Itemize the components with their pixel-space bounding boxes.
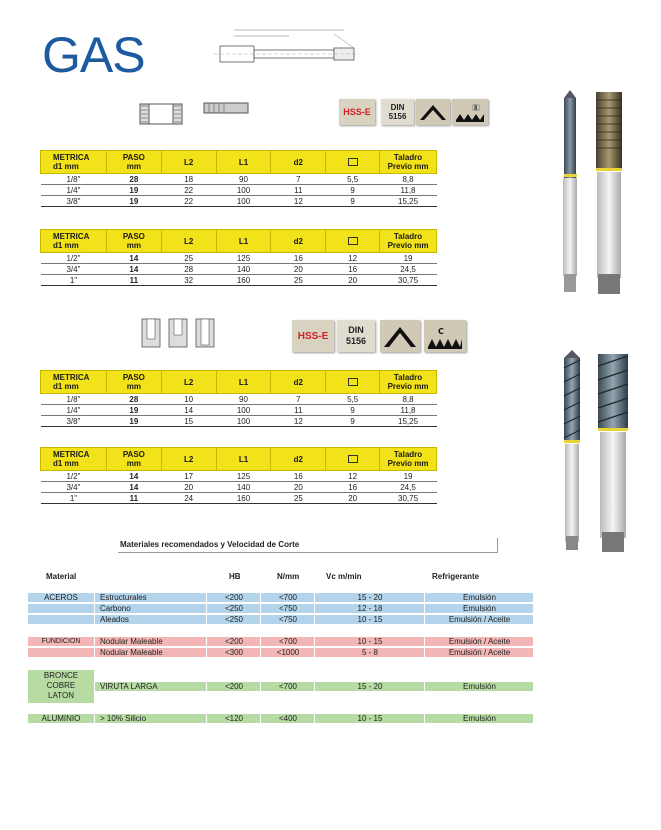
page-title: GAS	[42, 27, 145, 83]
row-desc: Nodular Maleable	[100, 637, 163, 646]
cell-square: 9	[326, 196, 380, 207]
chamfer-form-icon	[424, 320, 466, 352]
row-desc: Estructurales	[100, 593, 147, 602]
header-l1: L1	[216, 371, 271, 394]
material-laton: LATON	[48, 691, 74, 700]
row-desc: Nodular Maleable	[100, 648, 163, 657]
row-desc: VIRUTA LARGA	[100, 682, 158, 691]
material-fundicion: FUNDICION	[41, 638, 81, 645]
row-hb: <250	[224, 615, 244, 624]
row-nmm: <1000	[276, 648, 300, 657]
row-vc: 10 - 15	[357, 714, 383, 723]
cell-square: 5,5	[326, 174, 380, 185]
header-l1: L1	[216, 448, 271, 471]
header-paso: PASO	[122, 373, 145, 382]
cell-d2: 11	[271, 185, 326, 196]
header-taladro: Taladro	[393, 450, 423, 459]
cell-size: 1/2"	[41, 253, 107, 264]
hss-e-badge	[292, 320, 334, 352]
row-vc: 10 - 15	[357, 615, 383, 624]
table-row	[41, 394, 437, 405]
column-separator	[206, 590, 207, 726]
cell-paso: 14	[106, 253, 161, 264]
spec-table-2b	[40, 447, 437, 504]
header-previo: Previo mm	[387, 459, 429, 468]
cell-square: 9	[326, 416, 380, 427]
cell-size: 1/4"	[41, 405, 107, 416]
row-vc: 5 - 8	[361, 648, 378, 657]
header-paso: PASO	[122, 153, 145, 162]
row-desc: Aleados	[100, 615, 129, 624]
header-metrica: METRICA	[53, 373, 90, 382]
row-vc: 12 - 18	[357, 604, 383, 613]
thread-angle-icon	[380, 320, 420, 352]
cell-l2: 25	[161, 253, 216, 264]
table-row	[41, 416, 437, 427]
row-hb: <300	[224, 648, 244, 657]
din-label: DIN	[348, 325, 364, 335]
material-bronce: BRONCE	[43, 671, 79, 680]
spec-table-1b	[40, 229, 437, 286]
row-hb: <200	[224, 637, 244, 646]
cell-l1: 100	[216, 416, 271, 427]
table-row	[41, 264, 437, 275]
cell-d2: 12	[271, 196, 326, 207]
header-d2: d2	[271, 230, 326, 253]
header-paso-unit: mm	[126, 459, 141, 468]
cell-size: 1/8"	[41, 174, 107, 185]
cell-square: 12	[326, 253, 380, 264]
cell-square: 20	[326, 275, 380, 286]
material-cobre: COBRE	[46, 681, 76, 690]
square-icon	[348, 158, 358, 166]
header-d1: d1 mm	[53, 459, 79, 468]
hss-e-label: HSS-E	[297, 330, 329, 342]
cell-paso: 11	[106, 493, 161, 504]
cell-taladro: 8,8	[380, 394, 437, 405]
table-row	[41, 253, 437, 264]
row-refrigerante: Emulsión	[463, 604, 496, 613]
header-paso-unit: mm	[126, 162, 141, 171]
column-separator	[94, 590, 95, 726]
cell-paso: 28	[106, 174, 161, 185]
spiral-flute-taps-photo	[558, 348, 638, 556]
table-row	[41, 275, 437, 286]
header-metrica: METRICA	[53, 153, 90, 162]
heading-underline	[118, 552, 498, 553]
cell-l1: 125	[216, 471, 271, 482]
cell-l2: 32	[161, 275, 216, 286]
cell-d2: 25	[271, 493, 326, 504]
cell-taladro: 30,75	[380, 493, 437, 504]
spec-table-1a	[40, 150, 437, 207]
cell-taladro: 19	[380, 471, 437, 482]
cell-size: 1/4"	[41, 185, 107, 196]
header-d1: d1 mm	[53, 162, 79, 171]
cell-size: 3/4"	[41, 482, 107, 493]
materials-heading: Materiales recomendados y Velocidad de Corte	[120, 540, 300, 549]
cell-l2: 18	[161, 174, 216, 185]
cell-square: 12	[326, 471, 380, 482]
table-row	[41, 405, 437, 416]
row-refrigerante: Emulsión	[463, 682, 496, 691]
straight-flute-taps-photo	[556, 88, 636, 300]
cell-l1: 90	[216, 174, 271, 185]
tap-dimension-drawing	[214, 22, 359, 72]
profile-letter: C	[438, 327, 444, 336]
header-d1: d1 mm	[53, 241, 79, 250]
cell-l2: 20	[161, 482, 216, 493]
cell-paso: 11	[106, 275, 161, 286]
row-nmm: <750	[278, 604, 298, 613]
heading-divider	[497, 538, 498, 553]
cell-l1: 140	[216, 482, 271, 493]
cell-taladro: 24,5	[380, 264, 437, 275]
cell-taladro: 8,8	[380, 174, 437, 185]
row-refrigerante: Emulsión / Aceite	[448, 615, 511, 624]
cell-taladro: 11,8	[380, 185, 437, 196]
cell-d2: 20	[271, 264, 326, 275]
cell-square: 16	[326, 482, 380, 493]
row-refrigerante: Emulsión	[463, 714, 496, 723]
header-taladro: Taladro	[393, 373, 423, 382]
table-row	[41, 471, 437, 482]
header-l2: L2	[161, 371, 216, 394]
table-row	[41, 196, 437, 207]
header-paso-unit: mm	[126, 382, 141, 391]
cell-l1: 160	[216, 275, 271, 286]
din-5156-badge	[381, 99, 414, 125]
col-vc: Vc m/min	[326, 572, 362, 581]
header-d2: d2	[271, 448, 326, 471]
cell-square: 16	[326, 264, 380, 275]
header-d1: d1 mm	[53, 382, 79, 391]
cell-paso: 19	[106, 405, 161, 416]
cell-l1: 160	[216, 493, 271, 504]
cell-square: 9	[326, 405, 380, 416]
header-taladro: Taladro	[393, 153, 423, 162]
cell-d2: 20	[271, 482, 326, 493]
cell-size: 3/8"	[41, 196, 107, 207]
row-hb: <250	[224, 604, 244, 613]
tap-profile-icon	[203, 101, 249, 115]
material-aceros: ACEROS	[44, 593, 78, 602]
cell-l2: 15	[161, 416, 216, 427]
cell-l2: 17	[161, 471, 216, 482]
cell-l1: 125	[216, 253, 271, 264]
cell-d2: 7	[271, 174, 326, 185]
cell-taladro: 15,25	[380, 416, 437, 427]
header-l1: L1	[216, 151, 271, 174]
cell-l2: 14	[161, 405, 216, 416]
cell-paso: 14	[106, 471, 161, 482]
row-refrigerante: Emulsión / Aceite	[448, 648, 511, 657]
spec-table-2a	[40, 370, 437, 427]
row-hb: <200	[224, 593, 244, 602]
cell-d2: 11	[271, 405, 326, 416]
cell-taladro: 15,25	[380, 196, 437, 207]
col-nmm: N/mm	[277, 572, 300, 581]
material-aluminio: ALUMINIO	[41, 714, 81, 723]
row-nmm: <700	[278, 682, 298, 691]
cell-l2: 22	[161, 196, 216, 207]
cell-square: 20	[326, 493, 380, 504]
cell-paso: 14	[106, 264, 161, 275]
cell-d2: 16	[271, 253, 326, 264]
header-l1: L1	[216, 230, 271, 253]
header-previo: Previo mm	[387, 162, 429, 171]
cell-square: 5,5	[326, 394, 380, 405]
chamfer-form-icon	[452, 99, 488, 125]
cell-l1: 100	[216, 196, 271, 207]
hss-e-label: HSS-E	[343, 107, 371, 117]
header-paso-unit: mm	[126, 241, 141, 250]
column-separator	[314, 590, 315, 726]
row-hb: <120	[224, 714, 244, 723]
header-metrica: METRICA	[53, 450, 90, 459]
cell-l2: 24	[161, 493, 216, 504]
cell-size: 1/8"	[41, 394, 107, 405]
column-separator	[260, 590, 261, 726]
row-vc: 10 - 15	[357, 637, 383, 646]
table-row	[41, 493, 437, 504]
header-paso: PASO	[122, 232, 145, 241]
table-row	[41, 185, 437, 196]
cell-taladro: 11,8	[380, 405, 437, 416]
cell-square: 9	[326, 185, 380, 196]
cell-size: 1/2"	[41, 471, 107, 482]
din-5156-badge	[337, 320, 375, 352]
header-d2: d2	[271, 371, 326, 394]
cell-taladro: 24,5	[380, 482, 437, 493]
col-refrigerante: Refrigerante	[432, 572, 480, 581]
cell-l1: 140	[216, 264, 271, 275]
col-material: Material	[46, 572, 77, 581]
header-paso: PASO	[122, 450, 145, 459]
square-icon	[348, 455, 358, 463]
cell-l2: 28	[161, 264, 216, 275]
cell-l1: 100	[216, 405, 271, 416]
square-icon	[348, 237, 358, 245]
cell-d2: 16	[271, 471, 326, 482]
row-hb: <200	[224, 682, 244, 691]
cell-size: 3/8"	[41, 416, 107, 427]
cell-paso: 19	[106, 416, 161, 427]
din-number: 5156	[388, 112, 407, 121]
hss-e-badge	[339, 99, 375, 125]
thread-section-icon	[139, 103, 183, 125]
column-separator	[424, 590, 425, 726]
row-nmm: <700	[278, 593, 298, 602]
din-label: DIN	[390, 103, 405, 112]
cell-paso: 19	[106, 185, 161, 196]
header-d2: d2	[271, 151, 326, 174]
cell-d2: 7	[271, 394, 326, 405]
cell-l1: 90	[216, 394, 271, 405]
cell-size: 3/4"	[41, 264, 107, 275]
cell-d2: 25	[271, 275, 326, 286]
cell-l2: 10	[161, 394, 216, 405]
cell-size: 1"	[41, 275, 107, 286]
header-previo: Previo mm	[387, 382, 429, 391]
cell-size: 1"	[41, 493, 107, 504]
cell-l2: 22	[161, 185, 216, 196]
row-desc: Carbono	[100, 604, 131, 613]
row-desc: > 10% Silicio	[100, 714, 147, 723]
row-nmm: <750	[278, 615, 298, 624]
cell-d2: 12	[271, 416, 326, 427]
cell-l1: 100	[216, 185, 271, 196]
cell-paso: 28	[106, 394, 161, 405]
row-refrigerante: Emulsión	[463, 593, 496, 602]
thread-angle-icon	[416, 99, 450, 125]
din-number: 5156	[345, 336, 367, 346]
cell-paso: 19	[106, 196, 161, 207]
cell-taladro: 19	[380, 253, 437, 264]
row-vc: 15 - 20	[357, 593, 383, 602]
header-l2: L2	[161, 151, 216, 174]
row-nmm: <700	[278, 637, 298, 646]
col-hb: HB	[229, 572, 241, 581]
table-row	[41, 482, 437, 493]
cell-taladro: 30,75	[380, 275, 437, 286]
cell-paso: 14	[106, 482, 161, 493]
table-row	[41, 174, 437, 185]
blind-hole-sections-icon	[140, 317, 216, 349]
header-l2: L2	[161, 230, 216, 253]
row-nmm: <400	[278, 714, 298, 723]
row-refrigerante: Emulsión / Aceite	[448, 637, 511, 646]
profile-letter: B	[474, 105, 478, 112]
header-previo: Previo mm	[387, 241, 429, 250]
square-icon	[348, 378, 358, 386]
header-metrica: METRICA	[53, 232, 90, 241]
header-l2: L2	[161, 448, 216, 471]
header-taladro: Taladro	[393, 232, 423, 241]
row-vc: 15 - 20	[357, 682, 383, 691]
